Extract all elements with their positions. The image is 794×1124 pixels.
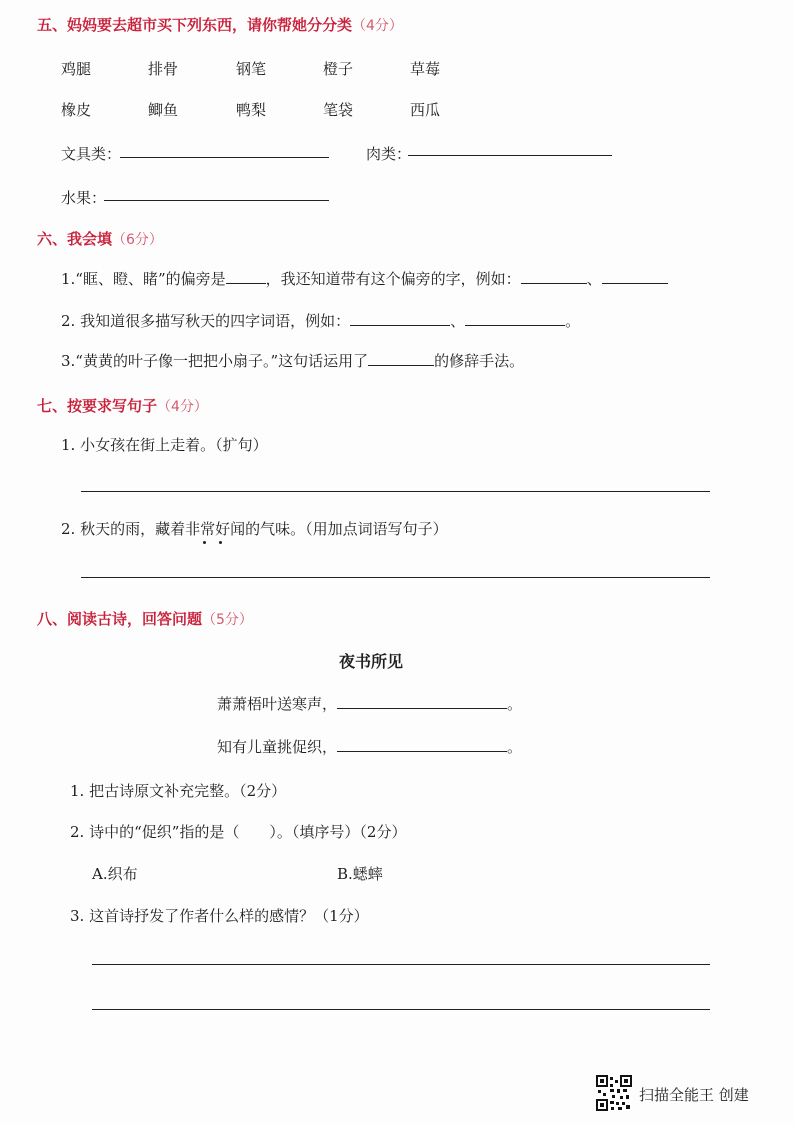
section-8-points: （5分）: [202, 612, 253, 628]
poem-line-2-text: 知有儿童挑促织，: [217, 738, 338, 756]
s8-q2: 2. 诗中的“促织”指的是（ ）。（填序号）（2分）: [70, 823, 407, 841]
poem-line-2: [217, 736, 522, 757]
s8-q3-answer-line-1[interactable]: [92, 964, 710, 965]
item-watermelon: 西瓜: [410, 101, 441, 119]
section-7-title-text: 七、按要求写句子: [37, 397, 158, 415]
poem-line-1-end: 。: [507, 695, 523, 713]
section-5-title: [37, 14, 403, 35]
poem-line-1-blank[interactable]: [337, 693, 507, 709]
s6-q3-blank[interactable]: [368, 350, 434, 366]
s6-q1: [61, 268, 668, 289]
s6-q1-text-a: 1.“眶、瞪、睹”的偏旁是: [61, 270, 226, 288]
section-8-title: [37, 608, 253, 629]
section-5-points: （4分）: [352, 18, 403, 34]
emphasis-dot: [203, 541, 206, 544]
s6-q3: [61, 350, 524, 371]
s6-q3-text-a: 3.“黄黄的叶子像一把把小扇子。”这句话运用了: [61, 352, 369, 370]
s6-q2-blank-2[interactable]: [465, 310, 565, 326]
item-pear: 鸭梨: [236, 101, 267, 119]
section-6-title: [37, 228, 163, 249]
poem-line-2-end: 。: [507, 738, 523, 756]
stationery-label: 文具类：: [61, 145, 122, 163]
poem-line-2-blank[interactable]: [337, 736, 507, 752]
section-7-points: （4分）: [157, 399, 208, 415]
poem-line-1-text: 萧萧梧叶送寒声，: [217, 695, 338, 713]
s6-q1-text-b: ，我还知道带有这个偏旁的字，例如：: [265, 270, 521, 288]
emphasis-dot: [219, 541, 222, 544]
item-strawberry: 草莓: [410, 60, 441, 78]
s7-q1: 1. 小女孩在街上走着。（扩句）: [61, 436, 268, 454]
s8-q1: 1. 把古诗原文补充完整。（2分）: [70, 782, 287, 800]
s6-q1-sep: 、: [586, 270, 602, 288]
item-eraser: 橡皮: [61, 101, 92, 119]
poem-title: 夜书所见: [339, 652, 404, 671]
s6-q2-text: 2. 我知道很多描写秋天的四字词语，例如：: [61, 312, 351, 330]
s8-q3: 3. 这首诗抒发了作者什么样的感情？（1分）: [70, 907, 369, 925]
meat-label: 肉类：: [366, 145, 412, 163]
item-orange: 橙子: [323, 60, 354, 78]
s6-q1-blank-example-2[interactable]: [602, 268, 668, 284]
s8-q3-answer-line-2[interactable]: [92, 1009, 710, 1010]
meat-answer-line[interactable]: [408, 155, 612, 156]
s6-q1-blank-example-1[interactable]: [521, 268, 587, 284]
s6-q2-blank-1[interactable]: [350, 310, 450, 326]
s6-q2-sep: 、: [450, 312, 466, 330]
s6-q1-blank-radical[interactable]: [226, 268, 266, 284]
s7-q2-answer-line[interactable]: [81, 577, 710, 578]
fruit-label: 水果：: [61, 189, 107, 207]
item-chicken-leg: 鸡腿: [61, 60, 92, 78]
poem-line-1: [217, 693, 522, 714]
section-8-title-text: 八、阅读古诗，回答问题: [37, 610, 203, 628]
s8-option-a: A.织布: [92, 865, 138, 883]
section-5-title-text: 五、妈妈要去超市买下列东西，请你帮她分分类: [37, 16, 353, 34]
section-7-title: [37, 395, 208, 416]
s6-q2-end: 。: [565, 312, 581, 330]
s7-q2: 2. 秋天的雨，藏着非常好闻的气味。（用加点词语写句子）: [61, 520, 448, 538]
s8-option-b: B.蟋蟀: [337, 865, 383, 883]
footer-scanner-credit: 扫描全能王 创建: [639, 1086, 749, 1104]
section-6-title-text: 六、我会填: [37, 230, 113, 248]
stationery-answer-line[interactable]: [120, 157, 329, 158]
item-ribs: 排骨: [148, 60, 179, 78]
fruit-answer-line[interactable]: [104, 200, 329, 201]
section-6-points: （6分）: [112, 232, 163, 248]
item-pen: 钢笔: [236, 60, 267, 78]
s6-q3-text-b: 的修辞手法。: [434, 352, 525, 370]
item-crucian: 鲫鱼: [148, 101, 179, 119]
item-pencil-case: 笔袋: [323, 101, 354, 119]
qr-code-icon: [596, 1075, 632, 1111]
s6-q2: [61, 310, 580, 331]
s7-q1-answer-line[interactable]: [81, 491, 710, 492]
